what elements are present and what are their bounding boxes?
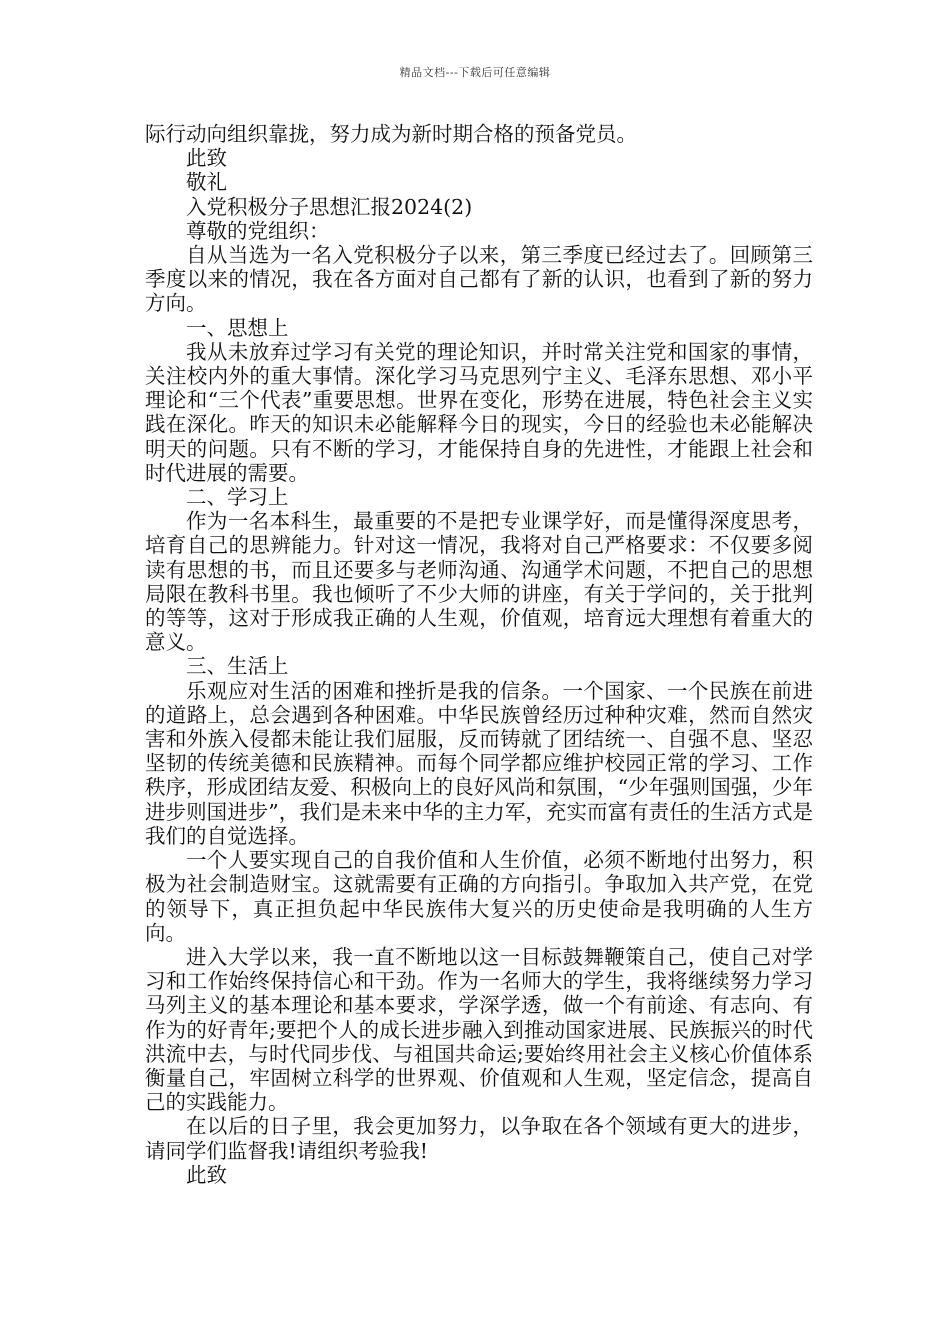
paragraph-future: 在以后的日子里，我会更加努力，以争取在各个领域有更大的进步，请同学们监督我!请组织考验我!	[145, 1114, 813, 1163]
closing-salutation-end: 此致	[186, 1162, 227, 1187]
document-body	[145, 122, 813, 1187]
closing-regards: 敬礼	[186, 170, 227, 195]
paragraph-study: 作为一名本科生，最重要的不是把专业课学好，而是懂得深度思考，培育自己的思辨能力。针对这一情况，我将对自己严格要求：不仅要多阅读有思想的书，而且还要多与老师沟通、沟通学术问题，不把自己的思想局限在教科书里。我也倾听了不少大师的讲座，有关于学问的，关于批判的等等，这对于形成我正确的人生观，价值观，培育远大理想有着重大的意义。	[145, 509, 813, 655]
paragraph-life: 乐观应对生活的困难和挫折是我的信条。一个国家、一个民族在前进的道路上，总会遇到各种困难。中华民族曾经历过种种灾难，然而自然灾害和外族入侵都未能让我们屈服，反而铸就了团结统一、自强不息、坚忍坚韧的传统美德和民族精神。而每个同学都应维护校园正常的学习、工作秩序，形成团结友爱、积极向上的良好风尚和氛围，“少年强则国强，少年进步则国进步”，我们是未来中华的主力军，充实而富有责任的生活方式是我们的自觉选择。	[145, 678, 813, 848]
page-header: 精品文档---下载后可任意编辑	[399, 66, 551, 79]
paragraph-values: 一个人要实现自己的自我价值和人生价值，必须不断地付出努力，积极为社会制造财宝。这就需要有正确的方向指引。争取加入共产党，在党的领导下，真正担负起中华民族伟大复兴的历史使命是我明确的人生方向。	[145, 848, 813, 945]
greeting: 尊敬的党组织：	[186, 218, 330, 243]
paragraph-intro: 自从当选为一名入党积极分子以来，第三季度已经过去了。回顾第三季度以来的情况，我在各方面对自己都有了新的认识，也看到了新的努力方向。	[145, 243, 813, 316]
closing-salutation: 此致	[186, 146, 227, 171]
section-heading-study: 二、学习上	[186, 485, 289, 510]
section-heading-thought: 一、思想上	[186, 315, 289, 340]
section-heading-life: 三、生活上	[186, 654, 289, 679]
paragraph-continuation: 际行动向组织靠拢，努力成为新时期合格的预备党员。	[145, 122, 637, 146]
paragraph-thought: 我从未放弃过学习有关党的理论知识，并时常关注党和国家的事情，关注校内外的重大事情。深化学习马克思列宁主义、毛泽东思想、邓小平理论和“三个代表”重要思想。世界在变化，形势在进展，特色社会主义实践在深化。昨天的知识未必能解释今日的现实，今日的经验也未必能解决明天的问题。只有不断的学习，才能保持自身的先进性，才能跟上社会和时代进展的需要。	[145, 339, 813, 485]
paragraph-university: 进入大学以来，我一直不断地以这一目标鼓舞鞭策自己，使自己对学习和工作始终保持信心和干劲。作为一名师大的学生，我将继续努力学习马列主义的基本理论和基本要求，学深学透，做一个有前途、有志向、有作为的好青年;要把个人的成长进步融入到推动国家进展、民族振兴的时代洪流中去，与时代同步伐、与祖国共命运;要始终用社会主义核心价值体系衡量自己，牢固树立科学的世界观、价值观和人生观，坚定信念，提高自己的实践能力。	[145, 944, 813, 1115]
document-title: 入党积极分子思想汇报2024(2)	[186, 194, 473, 219]
